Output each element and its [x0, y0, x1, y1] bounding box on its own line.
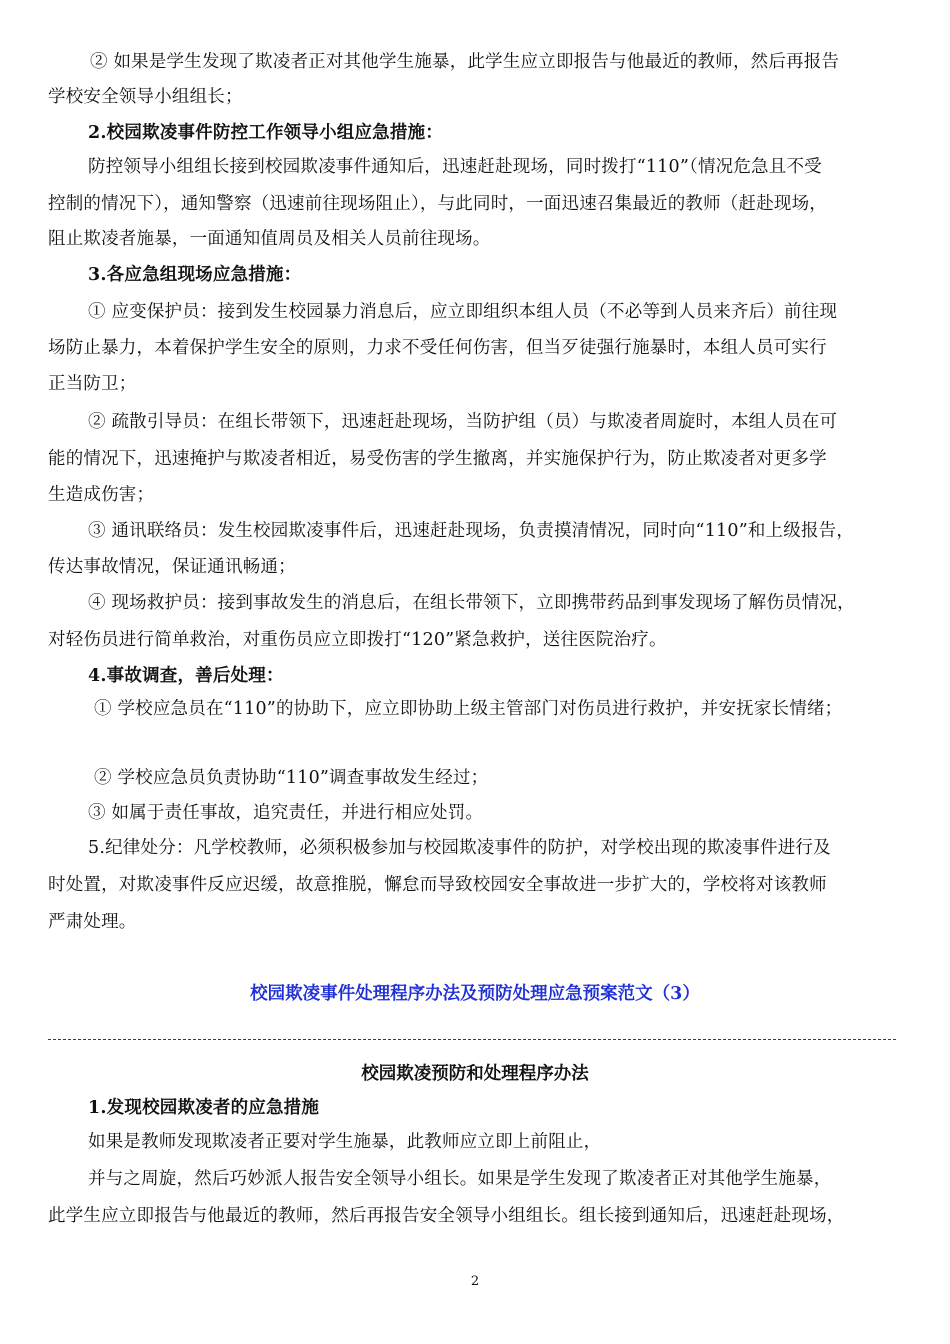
- paragraph-line-8: ① 应变保护员：接到发生校园暴力消息后，应立即组织本组人员（不必等到人员来齐后）前往现: [88, 302, 838, 322]
- paragraph-line-12: 能的情况下，迅速掩护与欺凌者相近，易受伤害的学生撤离，并实施保护行为，防止欺凌者对更多学: [48, 449, 827, 469]
- paragraph-line-4: 防控领导小组组长接到校园欺凌事件通知后，迅速赶赴现场，同时拨打“110”（情况危急且不受: [88, 157, 822, 177]
- tail-line-1: 1.发现校园欺凌者的应急措施: [88, 1098, 320, 1118]
- paragraph-line-21: ③ 如属于责任事故，追究责任，并进行相应处罚。: [88, 803, 484, 823]
- tail-line-2: 如果是教师发现欺凌者正要对学生施暴，此教师应立即上前阻止，: [88, 1132, 602, 1152]
- paragraph-line-18: 4.事故调查，善后处理：: [88, 666, 284, 686]
- page-number: 2: [470, 1274, 480, 1289]
- dashed-divider: [48, 1039, 896, 1040]
- paragraph-line-17: 对轻伤员进行简单救治，对重伤员应立即拨打“120”紧急救护，送往医院治疗。: [48, 630, 667, 650]
- paragraph-line-14: ③ 通讯联络员：发生校园欺凌事件后，迅速赶赴现场，负责摸清情况，同时向“110”和上级报告，: [88, 521, 855, 541]
- section-title: 校园欺凌事件处理程序办法及预防处理应急预案范文（3）: [250, 984, 700, 1004]
- paragraph-line-11: ② 疏散引导员：在组长带领下，迅速赶赴现场，当防护组（员）与欺凌者周旋时，本组人员在可: [88, 412, 838, 432]
- paragraph-line-22: 5.纪律处分：凡学校教师，必须积极参加与校园欺凌事件的防护，对学校出现的欺凌事件进行及: [88, 838, 831, 858]
- sub-title: 校园欺凌预防和处理程序办法: [361, 1064, 589, 1084]
- paragraph-line-10: 正当防卫；: [48, 374, 137, 394]
- paragraph-line-9: 场防止暴力，本着保护学生安全的原则，力求不受任何伤害，但当歹徒强行施暴时，本组人员可实行: [48, 338, 827, 358]
- paragraph-line-16: ④ 现场救护员：接到事故发生的消息后，在组长带领下，立即携带药品到事发现场了解伤员情况，: [88, 593, 855, 613]
- paragraph-line-6: 阻止欺凌者施暴，一面通知值周员及相关人员前往现场。: [48, 229, 491, 249]
- paragraph-line-3: 2.校园欺凌事件防控工作领导小组应急措施：: [88, 123, 443, 143]
- paragraph-line-1: ② 如果是学生发现了欺凌者正对其他学生施暴，此学生应立即报告与他最近的教师，然后再报告: [90, 52, 840, 72]
- paragraph-line-13: 生造成伤害；: [48, 485, 155, 505]
- tail-line-3: 并与之周旋，然后巧妙派人报告安全领导小组长。如果是学生发现了欺凌者正对其他学生施暴，: [88, 1169, 832, 1189]
- paragraph-line-19: ① 学校应急员在“110”的协助下，应立即协助上级主管部门对伤员进行救护，并安抚家长情绪；: [94, 699, 843, 719]
- paragraph-line-23: 时处置，对欺凌事件反应迟缓，故意推脱，懈怠而导致校园安全事故进一步扩大的，学校将对该教师: [48, 875, 827, 895]
- tail-line-4: 此学生应立即报告与他最近的教师，然后再报告安全领导小组组长。组长接到通知后，迅速赶赴现场，: [48, 1206, 845, 1226]
- paragraph-line-15: 传达事故情况，保证通讯畅通；: [48, 557, 296, 577]
- paragraph-line-20: ② 学校应急员负责协助“110”调查事故发生经过；: [94, 768, 489, 788]
- paragraph-line-2: 学校安全领导小组组长；: [48, 87, 243, 107]
- paragraph-line-7: 3.各应急组现场应急措施：: [88, 265, 302, 285]
- paragraph-line-24: 严肃处理。: [48, 912, 137, 932]
- paragraph-line-5: 控制的情况下），通知警察（迅速前往现场阻止），与此同时，一面迅速召集最近的教师（赶赴现场，: [48, 194, 827, 214]
